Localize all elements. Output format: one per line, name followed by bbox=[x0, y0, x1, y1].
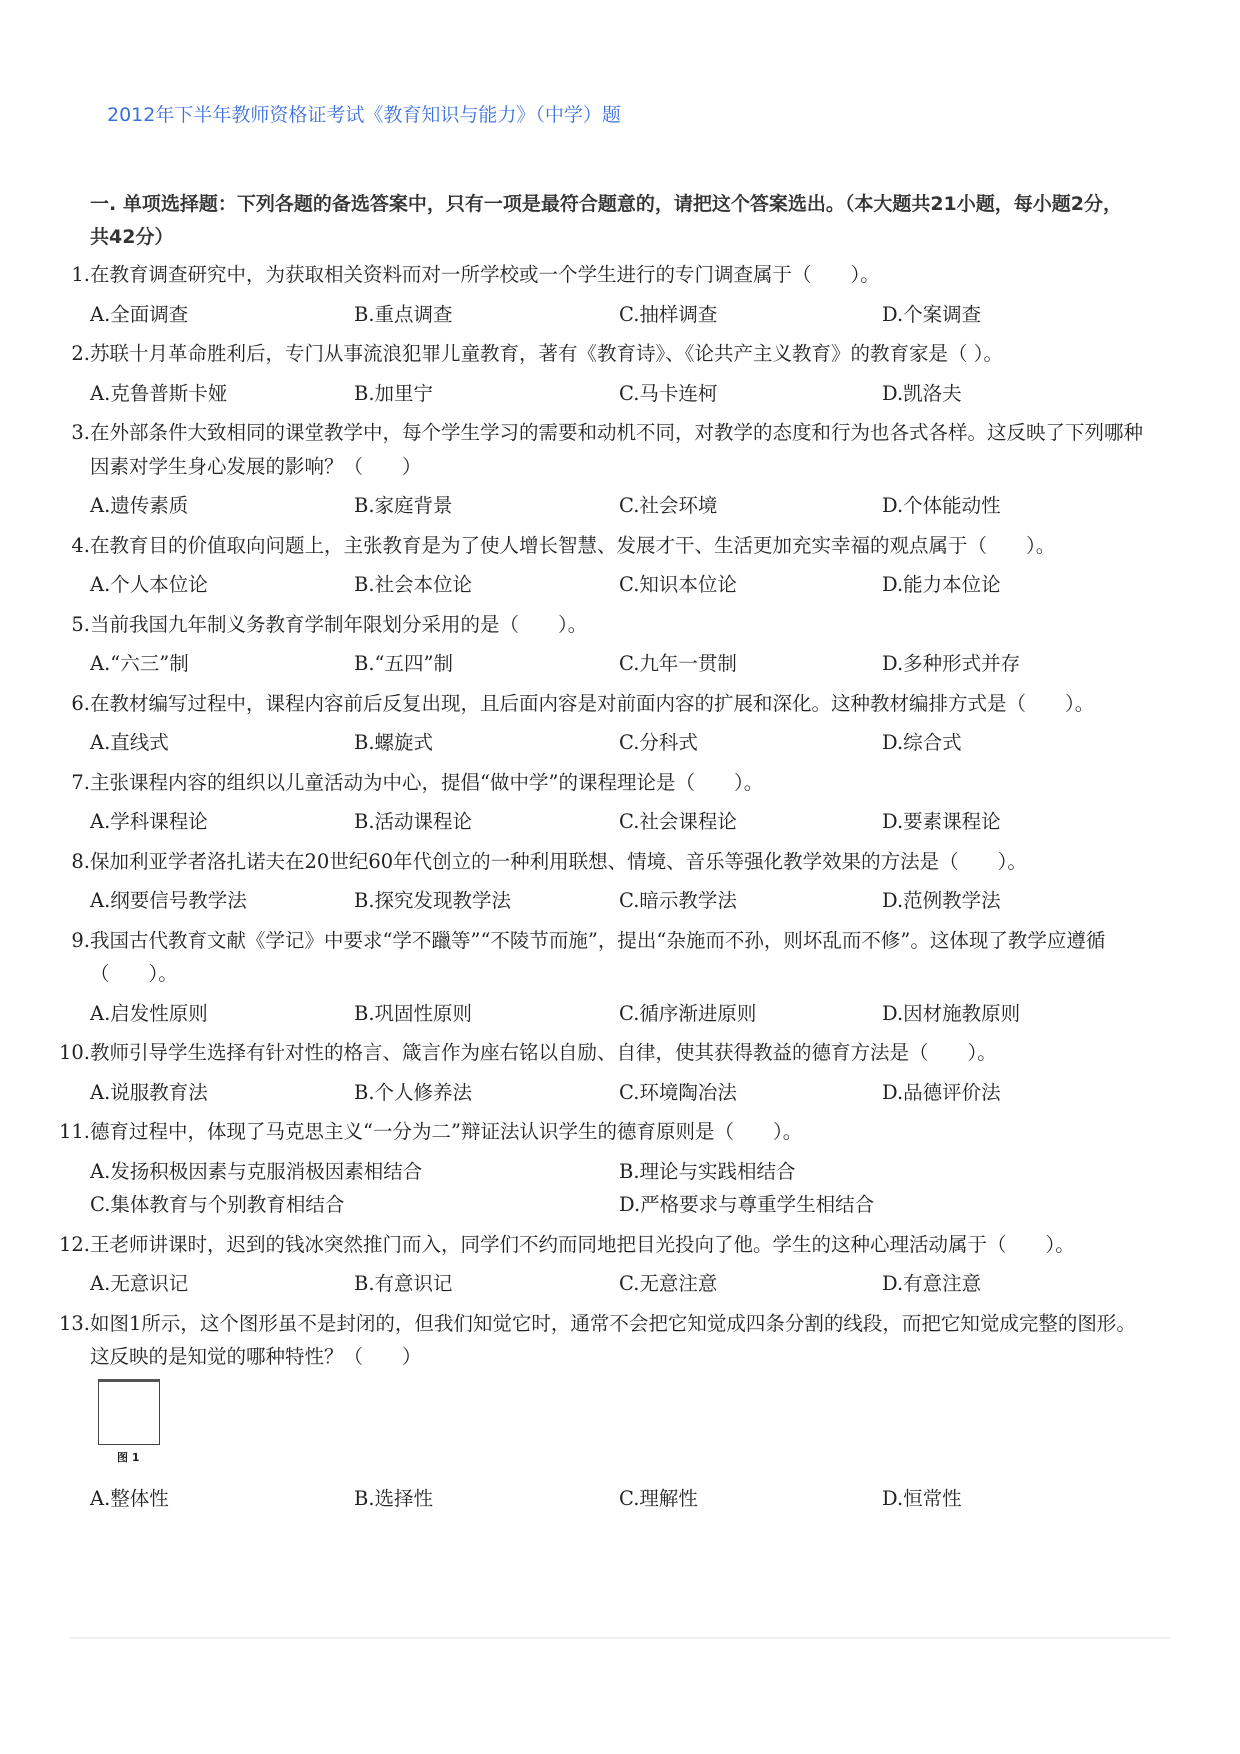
option[interactable]: B.活动课程论 bbox=[354, 810, 473, 833]
option[interactable]: A.启发性原则 bbox=[90, 1001, 208, 1025]
question-number: 2. bbox=[71, 342, 90, 365]
option[interactable]: B.家庭背景 bbox=[354, 494, 453, 517]
question-text: 主张课程内容的组织以儿童活动为中心，提倡“做中学”的课程理论是（ ）。 bbox=[90, 770, 764, 794]
option[interactable]: B.社会本位论 bbox=[354, 573, 473, 596]
question-number: 7. bbox=[71, 770, 90, 794]
option[interactable]: A.直线式 bbox=[90, 731, 169, 754]
question-number: 6. bbox=[71, 691, 90, 715]
question bbox=[0, 842, 1240, 882]
question-text: 王老师讲课时，迟到的钱冰突然推门而入，同学们不约而同地把目光投向了他。学生的这种心理活动属于（ ）。 bbox=[90, 1232, 1075, 1256]
option[interactable]: A.说服教育法 bbox=[90, 1080, 208, 1104]
question-number: 10. bbox=[58, 1041, 90, 1064]
option[interactable]: D.因材施教原则 bbox=[882, 1001, 1021, 1025]
question bbox=[0, 1033, 1240, 1073]
options-row bbox=[0, 723, 1240, 763]
option[interactable]: C.抽样调查 bbox=[619, 302, 718, 326]
option[interactable]: D.个体能动性 bbox=[882, 494, 1001, 517]
question-number: 4. bbox=[71, 533, 90, 557]
question bbox=[0, 1112, 1240, 1152]
option[interactable]: C.无意注意 bbox=[619, 1272, 718, 1295]
option[interactable]: B.探究发现教学法 bbox=[354, 889, 512, 912]
options-row bbox=[0, 1073, 1240, 1113]
option[interactable]: C.环境陶冶法 bbox=[619, 1080, 737, 1104]
question-number: 1. bbox=[71, 263, 90, 286]
question-text: 当前我国九年制义务教育学制年限划分采用的是（ ）。 bbox=[90, 612, 588, 636]
document-title: 2012年下半年教师资格证考试《教育知识与能力》（中学）题 bbox=[107, 104, 621, 126]
option[interactable]: A.学科课程论 bbox=[90, 810, 208, 833]
question-text: 教师引导学生选择有针对性的格言、箴言作为座右铭以自励、自律，使其获得教益的德育方法是（ ）。 bbox=[90, 1041, 997, 1064]
question bbox=[0, 255, 1240, 295]
option[interactable]: B.“五四”制 bbox=[354, 652, 453, 675]
option[interactable]: B.选择性 bbox=[354, 1486, 434, 1510]
question-text: 在教材编写过程中，课程内容前后反复出现，且后面内容是对前面内容的扩展和深化。这种教材编排方式是（ ）。 bbox=[90, 691, 1095, 715]
question bbox=[0, 1304, 1240, 1377]
option[interactable]: D.综合式 bbox=[882, 731, 962, 754]
option[interactable]: D.要素课程论 bbox=[882, 810, 1001, 833]
options-row bbox=[0, 1264, 1240, 1304]
question-text: 在教育目的价值取向问题上，主张教育是为了使人增长智慧、发展才干、生活更加充实幸福的观点属于（ ）。 bbox=[90, 533, 1056, 557]
question-text: 在教育调查研究中，为获取相关资料而对一所学校或一个学生进行的专门调查属于（ ）。 bbox=[90, 263, 880, 286]
question bbox=[0, 921, 1240, 994]
question bbox=[0, 334, 1240, 374]
option[interactable]: A.克鲁普斯卡娅 bbox=[90, 381, 228, 405]
options-row bbox=[0, 295, 1240, 335]
option[interactable]: C.分科式 bbox=[619, 731, 698, 754]
section-header: 一. 单项选择题：下列各题的备选答案中，只有一项是最符合题意的，请把这个答案选出。（本大题共21小题，每小题2分，共42分） bbox=[90, 193, 1122, 248]
question-number: 13. bbox=[58, 1311, 90, 1335]
option[interactable]: C.社会环境 bbox=[619, 494, 718, 517]
option[interactable]: A.遗传素质 bbox=[90, 494, 189, 517]
option[interactable]: A.纲要信号教学法 bbox=[90, 889, 247, 912]
question-text: 苏联十月革命胜利后，专门从事流浪犯罪儿童教育，著有《教育诗》、《论共产主义教育》的教育家是（ ）。 bbox=[90, 342, 1003, 365]
question bbox=[0, 684, 1240, 724]
option[interactable]: A.个人本位论 bbox=[90, 573, 208, 596]
options-row bbox=[0, 374, 1240, 414]
question bbox=[0, 605, 1240, 645]
option[interactable]: C.理解性 bbox=[619, 1486, 698, 1510]
option[interactable]: A.“六三”制 bbox=[90, 652, 189, 675]
option[interactable]: A.无意识记 bbox=[90, 1272, 189, 1295]
option[interactable]: B.理论与实践相结合 bbox=[619, 1159, 796, 1183]
option[interactable]: A.发扬积极因素与克服消极因素相结合 bbox=[90, 1159, 423, 1183]
options-row bbox=[0, 565, 1240, 605]
option[interactable]: D.能力本位论 bbox=[882, 573, 1001, 596]
figure-caption: 图 1 bbox=[117, 1450, 140, 1464]
question-text: 我国古代教育文献《学记》中要求“学不躐等”“不陵节而施”，提出“杂施而不孙，则坏乱而不修”。这体现了教学应遵循（ ）。 bbox=[90, 928, 1106, 985]
option[interactable]: D.个案调查 bbox=[882, 302, 982, 326]
question-number: 9. bbox=[71, 928, 90, 952]
option[interactable]: D.多种形式并存 bbox=[882, 652, 1021, 675]
option[interactable]: C.循序渐进原则 bbox=[619, 1001, 757, 1025]
option[interactable]: C.马卡连柯 bbox=[619, 381, 718, 405]
question-number: 8. bbox=[71, 849, 90, 873]
option[interactable]: D.品德评价法 bbox=[882, 1080, 1001, 1104]
option[interactable]: C.九年一贯制 bbox=[619, 652, 737, 675]
figure bbox=[0, 1377, 1240, 1479]
option[interactable]: D.范例教学法 bbox=[882, 889, 1001, 912]
option[interactable]: D.严格要求与尊重学生相结合 bbox=[619, 1193, 875, 1216]
options-row bbox=[0, 994, 1240, 1034]
options-row bbox=[0, 1152, 1240, 1225]
option[interactable]: D.恒常性 bbox=[882, 1486, 962, 1510]
options-row bbox=[0, 1479, 1240, 1519]
open-square-figure bbox=[98, 1379, 160, 1445]
question-number: 5. bbox=[71, 612, 90, 636]
option[interactable]: C.暗示教学法 bbox=[619, 889, 737, 912]
option[interactable]: C.知识本位论 bbox=[619, 573, 737, 596]
option[interactable]: D.凯洛夫 bbox=[882, 381, 962, 405]
option[interactable]: B.重点调查 bbox=[354, 302, 453, 326]
divider bbox=[70, 1637, 1170, 1639]
option[interactable]: B.螺旋式 bbox=[354, 731, 434, 754]
options-row bbox=[0, 802, 1240, 842]
options-row bbox=[0, 644, 1240, 684]
question-text: 如图1所示，这个图形虽不是封闭的，但我们知觉它时，通常不会把它知觉成四条分割的线段，而把它知觉成完整的图形。这反映的是知觉的哪种特性？（ ） bbox=[90, 1311, 1136, 1368]
option[interactable]: B.巩固性原则 bbox=[354, 1001, 473, 1025]
options-row bbox=[0, 881, 1240, 921]
option[interactable]: C.集体教育与个别教育相结合 bbox=[90, 1193, 345, 1216]
option[interactable]: C.社会课程论 bbox=[619, 810, 737, 833]
option[interactable]: A.整体性 bbox=[90, 1486, 169, 1510]
question bbox=[0, 1225, 1240, 1265]
question bbox=[0, 763, 1240, 803]
options-row bbox=[0, 486, 1240, 526]
option[interactable]: B.有意识记 bbox=[354, 1272, 453, 1295]
option[interactable]: D.有意注意 bbox=[882, 1272, 982, 1295]
question-number: 3. bbox=[71, 421, 90, 444]
question-number: 11. bbox=[58, 1120, 90, 1143]
question bbox=[0, 526, 1240, 566]
question bbox=[0, 413, 1240, 486]
question-text: 保加利亚学者洛扎诺夫在20世纪60年代创立的一种利用联想、情境、音乐等强化教学效果的方法是（ ）。 bbox=[90, 849, 1027, 873]
question-text: 在外部条件大致相同的课堂教学中，每个学生学习的需要和动机不同，对教学的态度和行为也各式各样。这反映了下列哪种因素对学生身心发展的影响？（ ） bbox=[90, 421, 1144, 478]
question-text: 德育过程中，体现了马克思主义“一分为二”辩证法认识学生的德育原则是（ ）。 bbox=[90, 1120, 803, 1143]
question-number: 12. bbox=[58, 1232, 90, 1256]
option[interactable]: B.加里宁 bbox=[354, 381, 434, 405]
option[interactable]: A.全面调查 bbox=[90, 302, 189, 326]
question-list bbox=[0, 255, 1240, 1518]
option[interactable]: B.个人修养法 bbox=[354, 1080, 473, 1104]
